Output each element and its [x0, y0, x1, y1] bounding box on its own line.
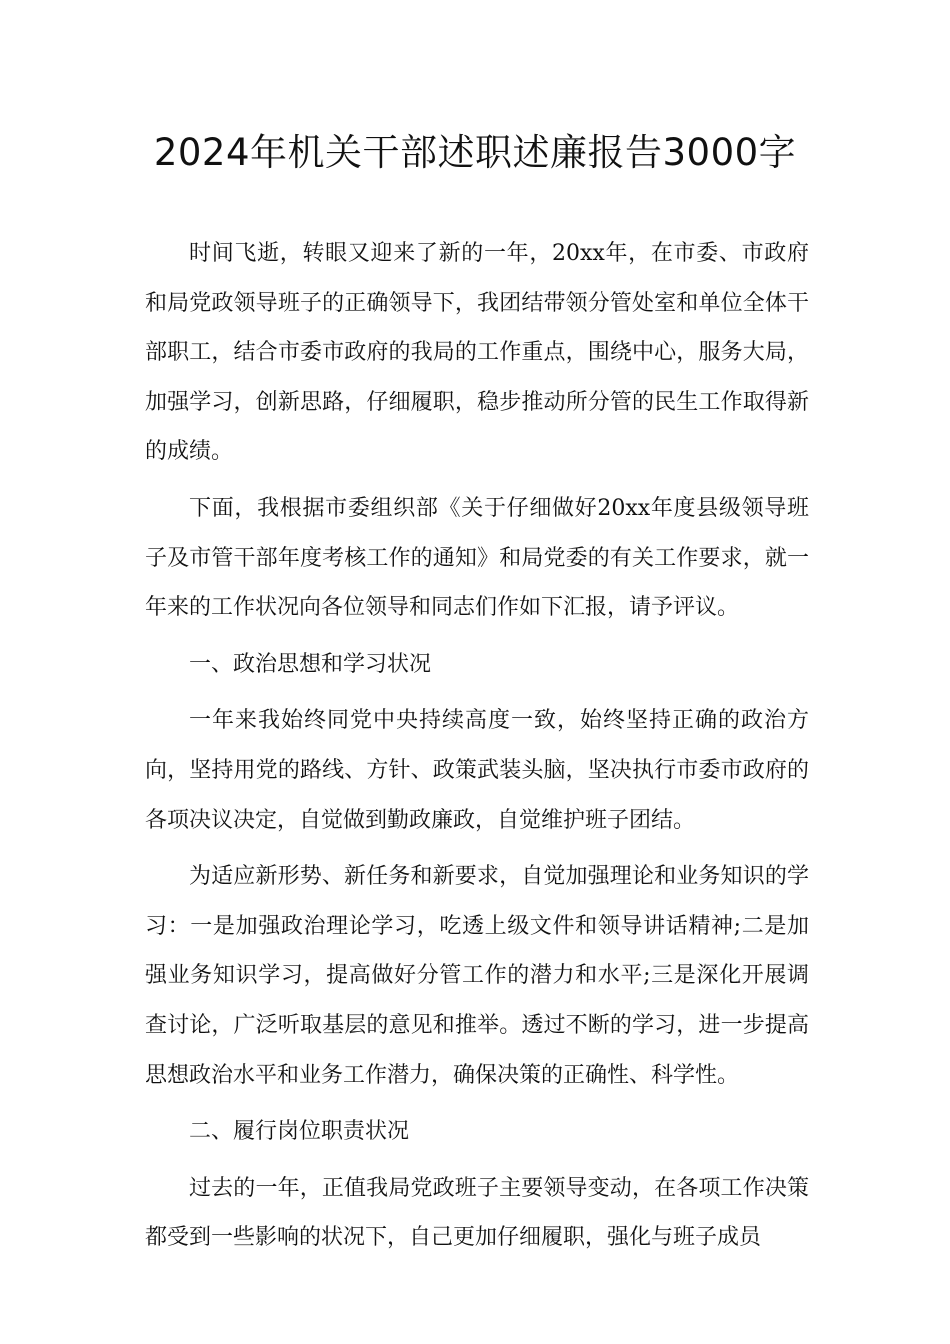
section-heading-duties: 二、履行岗位职责状况: [189, 1119, 410, 1145]
paragraph-report-basis: 下面，我根据市委组织部《关于仔细做好20xx年度县级领导班子及市管干部年度考核工作的通知》和局党委的有关工作要求，就一年来的工作状况向各位领导和同志们作如下汇报，请予评议。: [145, 495, 809, 621]
paragraph-intro: 时间飞逝，转眼又迎来了新的一年，20xx年，在市委、市政府和局党政领导班子的正确领导下，我团结带领分管处室和单位全体干部职工，结合市委市政府的我局的工作重点，围绕中心，服务大局，加强学习，创新思路，仔细履职，稳步推动所分管的民生工作取得新的成绩。: [145, 241, 809, 465]
paragraph-study: 为适应新形势、新任务和新要求，自觉加强理论和业务知识的学习：一是加强政治理论学习，吃透上级文件和领导讲话精神;二是加强业务知识学习，提高做好分管工作的潜力和水平;三是深化开展调查讨论，广泛听取基层的意见和推举。透过不断的学习，进一步提高思想政治水平和业务工作潜力，确保决策的正确性、科学性。: [145, 864, 809, 1088]
document-body: [145, 229, 809, 1270]
paragraph-politics: 一年来我始终同党中央持续高度一致，始终坚持正确的政治方向，坚持用党的路线、方针、政策武装头脑，坚决执行市委市政府的各项决议决定，自觉做到勤政廉政，自觉维护班子团结。: [145, 708, 809, 833]
section-heading-politics: 一、政治思想和学习状况: [189, 651, 432, 677]
document-title: 2024年机关干部述职述廉报告3000字: [153, 131, 797, 174]
paragraph-duties: 过去的一年，正值我局党政班子主要领导变动，在各项工作决策都受到一些影响的状况下，自己更加仔细履职，强化与班子成员: [145, 1175, 809, 1251]
